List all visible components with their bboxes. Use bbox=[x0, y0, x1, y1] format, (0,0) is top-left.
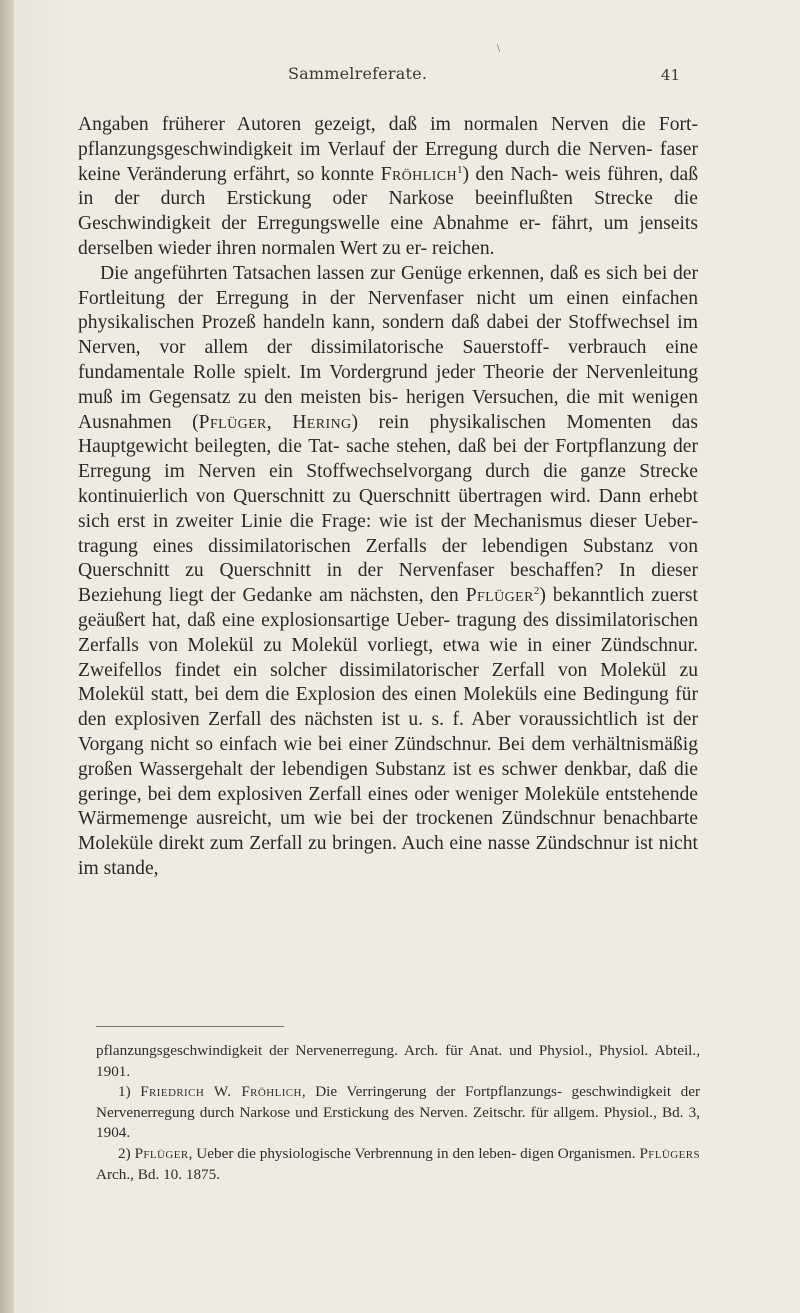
footnote-number: 1) bbox=[118, 1083, 131, 1101]
footnote-ref: 1 bbox=[456, 163, 463, 176]
text-run: den Nach- weis führen, daß in der durch Erstickung oder Narkose beeinflußten Strecke die Geschwindigkeit der Erregungswelle eine Abnahme er- fährt, um jenseits derselben wieder ihren normalen Wert zu er- reichen. bbox=[78, 163, 698, 259]
footnote-continuation: pflanzungsgeschwindigkeit der Nervenerregung. Arch. für Anat. und Physiol., Physiol. Abteil., 1901. bbox=[96, 1042, 700, 1080]
footnote-ref: 2 bbox=[533, 585, 540, 598]
book-spine-shadow bbox=[0, 0, 14, 1313]
author-name: Pflüger bbox=[134, 1144, 189, 1162]
author-name: Pflüger bbox=[465, 585, 534, 607]
page-number: 41 bbox=[660, 66, 680, 84]
footnote-number: 2) bbox=[118, 1144, 131, 1162]
author-name: Hering bbox=[292, 411, 352, 433]
text-run: ) rein physikalischen Momenten das Hauptgewicht beilegten, die Tat- sache stehen, daß bei der Fortpflanzung der Erregung im Nerven ein Stoffwechselvorgang durch die ganze Strecke kontinuierlich von Querschnitt zu Querschnitt übertragen wird. Dann erhebt sich erst in zweiter Linie die Frage: wie ist der Mechanismus dieser Ueber- tragung eines dissimilatorischen Zerfalls der lebendigen Substanz von Querschnitt zu Querschnitt in der Nervenfaser beschaffen? In dieser Beziehung liegt der Gedanke am nächsten, den bbox=[78, 411, 699, 607]
page-header bbox=[120, 64, 680, 88]
footnote-2 bbox=[96, 1144, 700, 1185]
body-text bbox=[78, 113, 698, 882]
text-run: , Die Verringerung der Fortpflanzungs- geschwindigkeit der Nervenerregung durch Narkose und Erstickung des Nerven. Zeitschr. für allgem. Physiol., Bd. 3, 1904. bbox=[96, 1083, 701, 1142]
footnote-divider bbox=[96, 1026, 284, 1027]
footnote-1 bbox=[96, 1082, 700, 1144]
text-run: Arch., Bd. 10. 1875. bbox=[96, 1165, 221, 1183]
author-name: Pflügers bbox=[639, 1144, 700, 1162]
author-name: Friedrich W. Fröhlich bbox=[140, 1083, 302, 1101]
author-name: Fröhlich bbox=[380, 163, 457, 185]
text-run: Angaben früherer Autoren gezeigt, daß im normalen Nerven die Fort- pflanzungsgeschwindigkeit im Verlauf der Erregung durch die Nerven- faser keine Veränderung erfährt, so konnte bbox=[78, 114, 698, 185]
paragraph-2: Die angeführten Tatsachen lassen zur Genüge erkennen, daß es sich bei der Fortleitung der Erregung in der Nervenfaser nicht um einen einfachen physikalischen Prozeß handeln kann, sondern daß dabei der Stoffwechsel im Nerven, vor allem der dissimilatorische Sauerstoff- verbrauch eine fundamentale Rolle spielt. Im Vordergrund jeder Theorie der Nervenleitung muß im Gegensatz zu den meisten bis- herigen Versuchen, die mit wenigen Ausnahmen (Pflüger, Hering) rein physikalischen Momenten das Hauptgewicht beilegten, die Tat- sache stehen, daß bei der Fortpflanzung der Erregung im Nerven ein Stoffwechselvorgang durch die ganze Strecke kontinuierlich von Querschnitt zu Querschnitt übertragen wird. Dann erhebt sich erst in zweiter Linie die Frage: wie ist der Mechanismus dieser Ueber- tragung eines dissimilatorischen Zerfalls der lebendigen Substanz von Querschnitt zu Querschnitt in der Nervenfaser beschaffen? In dieser Beziehung liegt der Gedanke am nächsten, den Pflüger$^2$) bekanntlich zuerst geäußert hat, daß eine explosionsartige Ueber- tragung des dissimilatorischen Zerfalls von Molekül zu Molekül vorliegt, etwa wie in einer Zündschnur. Zweifellos findet ein solcher dissimilatorischer Zerfall von Molekül zu Molekül statt, bei dem die Explosion des einen Moleküls eine Bedingung für den explosiven Zerfall des nächsten ist u. s. f. Aber voraussichtlich ist der Vorgang nicht so einfach wie bei einer Zündschnur. Bei dem verhältnismäßig großen Wassergehalt der lebendigen Substanz ist es schwer denkbar, daß die geringe, bei dem explosiven Zerfall eines oder weniger Moleküle entstehende Wärmemenge ausreicht, um wie bei der trockenen Zündschnur benachbarte Moleküle direkt zum Zerfall zu bringen. Auch eine nasse Zündschnur ist nicht im stande, bbox=[78, 262, 699, 879]
running-head: Sammelreferate. bbox=[288, 64, 428, 83]
text-run: , bbox=[266, 411, 293, 433]
author-name: Pflüger bbox=[198, 411, 267, 433]
text-run: Die angeführten Tatsachen lassen zur Genüge erkennen, daß es sich bei der Fortleitung der Erregung in der Nervenfaser nicht um einen einfachen physikalischen Prozeß handeln kann, sondern daß dabei der Stoffwechsel im Nerven, vor allem der dissimilatorische Sauerstoff- verbrauch eine fundamentale Rolle spielt. Im Vordergrund jeder Theorie der Nervenleitung muß im Gegensatz zu den meisten bis- herigen Versuchen, die mit wenigen Ausnahmen ( bbox=[78, 262, 698, 433]
text-run: , Ueber die physiologische Verbrennung in den leben- digen Organismen. bbox=[188, 1144, 640, 1162]
stray-mark: \ bbox=[497, 44, 501, 54]
text-run: bekanntlich zuerst geäußert hat, daß eine explosionsartige Ueber- tragung des dissimilatorischen Zerfalls von Molekül zu Molekül vorliegt, etwa wie in einer Zündschnur. Zweifellos findet ein solcher dissimilatorischer Zerfall von Molekül zu Molekül statt, bei dem die Explosion des einen Moleküls eine Bedingung für den explosiven Zerfall des nächsten ist u. s. f. Aber voraussichtlich ist der Vorgang nicht so einfach wie bei einer Zündschnur. Bei dem verhältnismäßig großen Wassergehalt der lebendigen Substanz ist es schwer denkbar, daß die geringe, bei dem explosiven Zerfall eines oder weniger Moleküle entstehende Wärmemenge ausreicht, um wie bei der trockenen Zündschnur benachbarte Moleküle direkt zum Zerfall zu bringen. Auch eine nasse Zündschnur ist nicht im stande, bbox=[78, 585, 698, 879]
paragraph-1: Angaben früherer Autoren gezeigt, daß im normalen Nerven die Fort- pflanzungsgeschwindigkeit im Verlauf der Erregung durch die Nerven- faser keine Veränderung erfährt, so konnte Fröhlich$^1$) den Nach- weis führen, daß in der durch Erstickung oder Narkose beeinflußten Strecke die Geschwindigkeit der Erregungswelle eine Abnahme er- fährt, um jenseits derselben wieder ihren normalen Wert zu er- reichen. bbox=[78, 114, 698, 259]
footnotes bbox=[96, 1041, 700, 1185]
